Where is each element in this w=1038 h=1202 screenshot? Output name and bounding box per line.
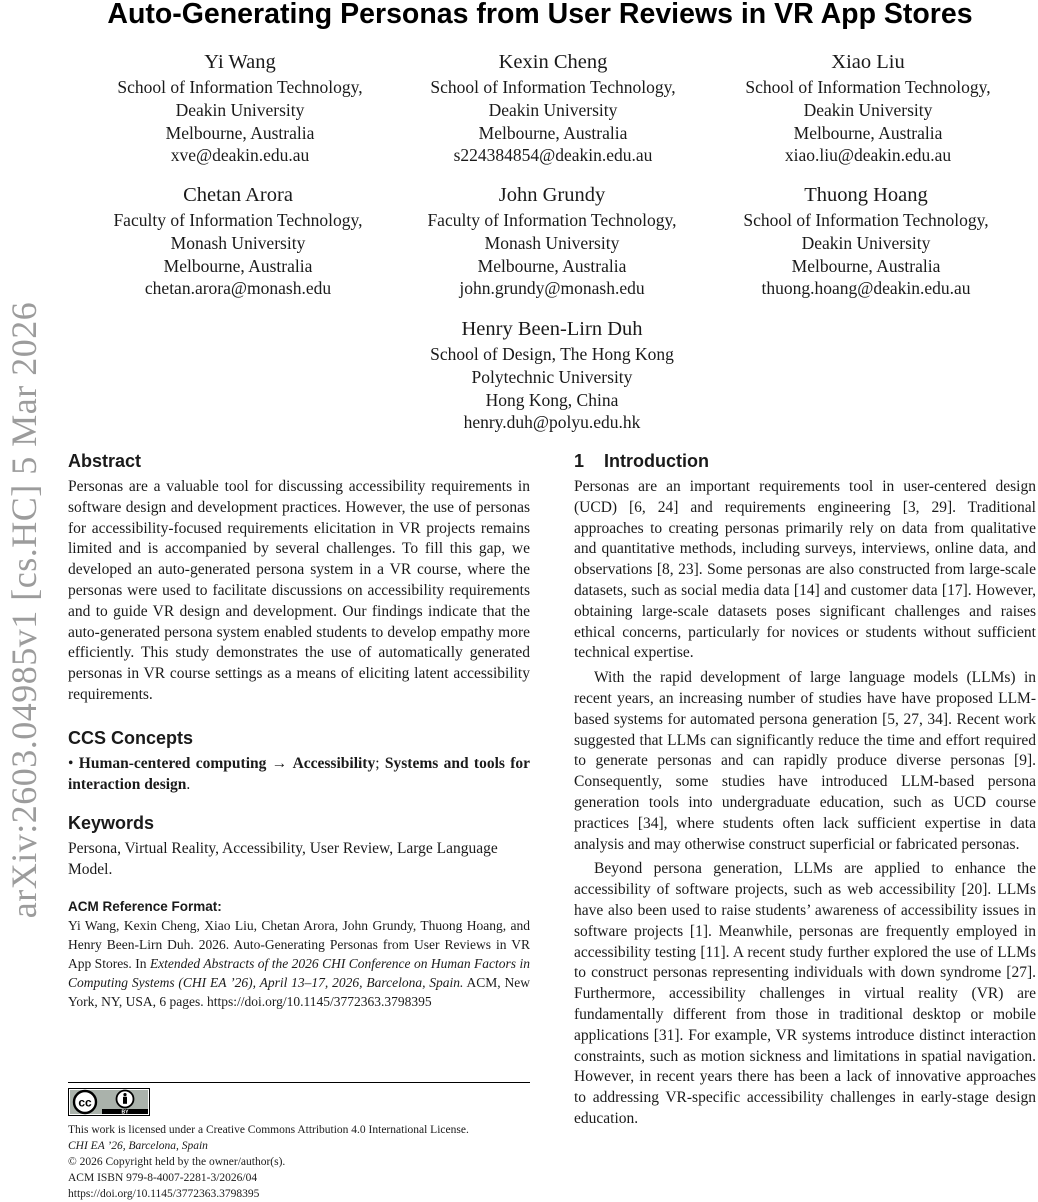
license-statement: This work is licensed under a Creative Commons Attribution 4.0 International License. <box>68 1124 469 1136</box>
conference-line <box>68 1138 469 1154</box>
author-name: Xiao Liu <box>831 51 905 73</box>
author-email[interactable]: henry.duh@polyu.edu.hk <box>463 412 641 433</box>
author-affiliation: Deakin University <box>175 99 305 120</box>
author-email[interactable]: thuong.hoang@deakin.edu.au <box>761 278 971 299</box>
license-block <box>68 1122 469 1202</box>
author-affiliation: School of Information Technology, <box>745 77 991 97</box>
conference-name: CHI EA ’26, Barcelona, Spain <box>68 1140 208 1152</box>
introduction-heading <box>574 449 1036 473</box>
ccs-concepts <box>68 754 530 796</box>
reference-authors: Yi Wang, Kexin Cheng, Xiao Liu, Chetan Arora, John Grundy, Thuong Hoang, and Henry Been-Lirn Duh. 2026. Auto-Generating Personas from User Reviews in VR App Stores. In <box>68 917 530 971</box>
author-name: John Grundy <box>498 184 606 206</box>
acm-reference-format <box>68 897 530 1011</box>
author-affiliation: Deakin University <box>801 232 931 253</box>
arxiv-id: arXiv:2603.04985v1 [cs.HC] 5 Mar 2026 <box>4 301 44 919</box>
author-affiliation: School of Information Technology, <box>117 77 363 97</box>
reference-venue: Extended Abstracts of the 2026 CHI Conference on Human Factors in Computing Systems (CHI EA ’26), April 13–17, 2026, Barcelona, Spain. <box>68 955 530 990</box>
author-email[interactable]: chetan.arora@monash.edu <box>144 278 332 299</box>
author-location: Melbourne, Australia <box>478 122 628 143</box>
author-block <box>708 49 1028 167</box>
author-name: Thuong Hoang <box>804 184 928 206</box>
author-email[interactable]: xiao.liu@deakin.edu.au <box>784 145 952 166</box>
author-block <box>392 182 712 300</box>
abstract-text: Personas are a valuable tool for discussing accessibility requirements in software design and development practices. However, the use of personas for accessibility-focused requirements elicitation in VR projects remains limited and is accompanied by several challenges. To fill this gap, we developed an auto-generated persona system in a VR course, where the personas were used to facilitate discussions on accessibility requirements and to guide VR design and development. Our findings indicate that the auto-generated persona system enabled students to develop empathy more efficiently. This study demonstrates the use of automatically generated personas in VR course settings as a means of eliciting latent accessibility requirements. <box>68 478 530 703</box>
ccs-heading: CCS Concepts <box>68 727 194 748</box>
paper-title: Auto-Generating Personas from User Reviews in VR App Stores <box>107 0 973 30</box>
cc-badge-text: cc <box>78 1095 92 1110</box>
author-name: Yi Wang <box>204 51 276 73</box>
by-badge-text: BY <box>121 1109 129 1116</box>
author-location: Melbourne, Australia <box>793 122 943 143</box>
ccs-concept: Human-centered computing <box>78 754 267 772</box>
intro-paragraph: Beyond persona generation, LLMs are applied to enhance the accessibility of software projects, such as web accessibility [20]. LLMs have also been used to raise students’ awareness of accessibility issues in software projects [1]. Meanwhile, personas are frequently employed in accessibility testing [11]. A recent study further explored the use of LLMs to construct personas representing individuals with down syndrome [27]. Furthermore, accessibility challenges in virtual reality (VR) are fundamentally different from those in traditional desktop or mobile applications [31]. For example, VR systems introduce distinct interaction constraints, such as motion sickness and limitations in spatial navigation. However, in recent years there has been a lack of innovative approaches to addressing VR-specific accessibility challenges in early-stage design education. <box>574 860 1036 1127</box>
ccs-concept: Systems and tools for interaction design <box>68 754 531 793</box>
author-affiliation: Faculty of Information Technology, <box>113 210 363 230</box>
author-name: Henry Been-Lirn Duh <box>461 318 643 340</box>
keywords-heading: Keywords <box>68 813 155 834</box>
reference-heading: ACM Reference Format: <box>68 898 222 914</box>
author-affiliation: Faculty of Information Technology, <box>427 210 677 230</box>
author-location: Melbourne, Australia <box>791 255 941 276</box>
author-affiliation: Monash University <box>484 232 620 253</box>
author-affiliation: School of Information Technology, <box>743 210 989 230</box>
ccs-separator: ; <box>375 754 380 772</box>
footer-divider <box>68 1082 530 1083</box>
author-block <box>706 182 1026 300</box>
copyright-line: © 2026 Copyright held by the owner/author(s). <box>68 1156 286 1168</box>
right-column <box>574 449 1036 1130</box>
ccs-bullet: • <box>68 754 74 772</box>
left-column <box>68 449 530 1011</box>
isbn-line: ACM ISBN 979-8-4007-2281-3/2026/04 <box>68 1172 258 1184</box>
author-affiliation: Polytechnic University <box>471 366 633 387</box>
keywords-text: Persona, Virtual Reality, Accessibility, User Review, Large Language Model. <box>68 840 498 879</box>
author-affiliation: Monash University <box>170 232 306 253</box>
abstract-heading: Abstract <box>68 451 142 471</box>
author-location: Melbourne, Australia <box>165 122 315 143</box>
author-email[interactable]: john.grundy@monash.edu <box>459 278 645 299</box>
author-name: Chetan Arora <box>183 184 293 206</box>
ccs-end: . <box>186 775 191 793</box>
cc-by-license-icon[interactable] <box>68 1088 150 1116</box>
author-affiliation: Deakin University <box>488 99 618 120</box>
arxiv-sidebar-stamp <box>2 265 46 955</box>
author-affiliation: School of Design, The Hong Kong <box>430 344 674 364</box>
author-block <box>80 49 400 167</box>
author-email[interactable]: s224384854@deakin.edu.au <box>453 145 653 166</box>
author-name: Kexin Cheng <box>498 51 608 73</box>
author-affiliation: School of Information Technology, <box>430 77 676 97</box>
reference-doi[interactable]: ACM, New York, NY, USA, 6 pages. https://doi.org/10.1145/3772363.3798395 <box>68 974 530 1009</box>
author-location: Hong Kong, China <box>485 389 619 410</box>
ccs-arrow: → <box>271 754 288 772</box>
author-block <box>78 182 398 300</box>
author-block <box>392 316 712 434</box>
author-email[interactable]: xve@deakin.edu.au <box>170 145 310 166</box>
section-number: 1 <box>574 451 585 471</box>
author-block <box>393 49 713 167</box>
intro-paragraph: Personas are an important requirements tool in user-centered design (UCD) [6, 24] and requirements engineering [3, 29]. Traditional approaches to creating personas primarily rely on data from qualitative and quantitative methods, including surveys, interviews, online data, and observations [8, 23]. Some personas are also constructed from large-scale datasets, such as social media data [14] and customer data [17]. However, obtaining large-scale datasets poses significant challenges and raises ethical concerns, particularly for novices or students without sufficient technical expertise. <box>574 478 1036 662</box>
intro-paragraph: With the rapid development of large language models (LLMs) in recent years, an increasing number of studies have have proposed LLM-based systems for automated persona generation [5, 27, 34]. Recent work suggested that LLMs can significantly reduce the time and effort required to generate personas and can rapidly produce diverse personas [9]. Consequently, some studies have introduced LLM-based persona generation tools into undergraduate education, such as UCD course practices [34], where students often lack sufficient expertise in data analysis and may otherwise construct superficial or fabricated personas. <box>574 669 1036 853</box>
doi-link[interactable]: https://doi.org/10.1145/3772363.3798395 <box>68 1188 260 1200</box>
author-affiliation: Deakin University <box>803 99 933 120</box>
author-location: Melbourne, Australia <box>477 255 627 276</box>
section-title: Introduction <box>604 451 709 471</box>
author-location: Melbourne, Australia <box>163 255 313 276</box>
ccs-concept: Accessibility <box>292 754 376 772</box>
